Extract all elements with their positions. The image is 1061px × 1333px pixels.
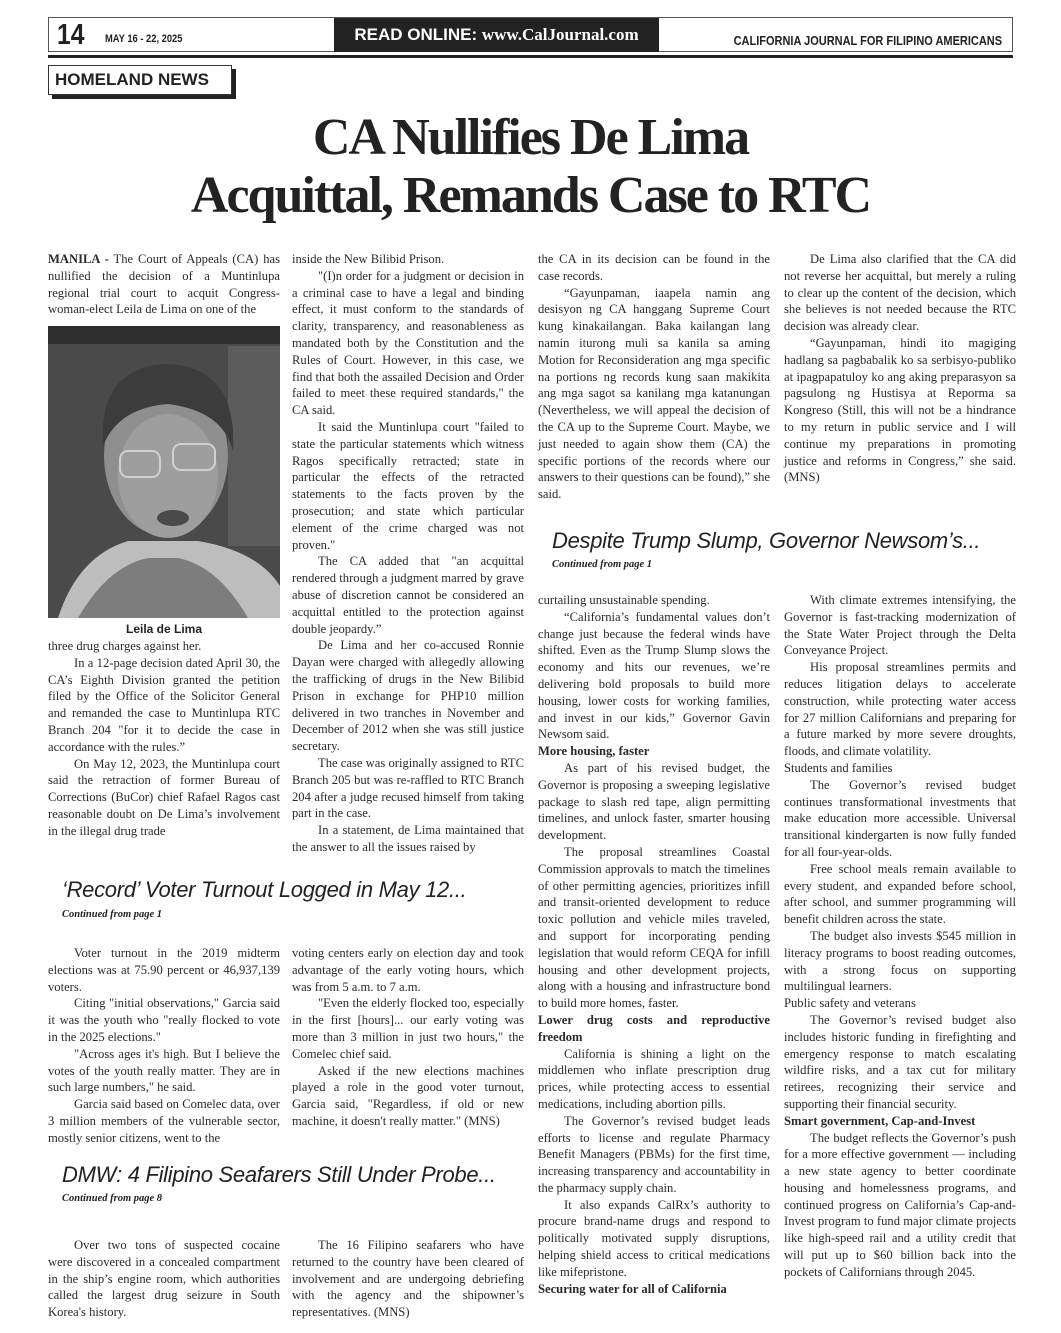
paragraph: three drug charges against her. <box>48 639 202 653</box>
paragraph: The case was originally assigned to RTC Branch 205 but was re-raffled to RTC Branch 204 after a judge recused himself from taking part in the case. <box>292 755 524 821</box>
paragraph: De Lima and her co-accused Ronnie Dayan were charged with allegedly allowing the trafficking of drugs in the New Bilibid Prison in exchange for PHP10 million delivered in two tranches in November and December of 2012 when she was still justice secretary. <box>292 638 524 754</box>
newsom-col2 <box>784 592 1016 1281</box>
paragraph: His proposal streamlines permits and reduces litigation delays to accelerate construction, while protecting water access for 27 million Californians and preparing for a future marked by more severe droughts, floods, and climate volatility. <box>784 660 1016 759</box>
paragraph: "Across ages it's high. But I believe the votes of the youth really matter. They are in such large numbers," he said. <box>48 1046 280 1095</box>
paragraph: The proposal streamlines Coastal Commission approvals to match the timelines of other permitting agencies, prioritizes infill and transit-oriented development to reduce toxic pollution and vehicle miles traveled, and support for incorporating pending legislation that would reform CEQA for infill housing and other development projects, along with a housing and infrastructure bond to build more homes, faster. <box>538 844 770 1011</box>
main-article-col3 <box>538 251 770 503</box>
paragraph: Citing "initial observations," Garcia said it was the youth who "really flocked to vote in the 2025 elections." <box>48 996 280 1044</box>
leila-de-lima-photo <box>48 326 280 618</box>
photo-caption: Leila de Lima <box>125 622 203 636</box>
dmw-col2 <box>292 1237 524 1321</box>
paragraph: Voter turnout in the 2019 midterm elections was at 75.90 percent or 46,937,139 voters. <box>48 946 280 994</box>
paragraph: Over two tons of suspected cocaine were discovered in a concealed compartment in the ship’s engine room, which authorities called the largest drug seizure in South Korea's history. <box>48 1238 280 1320</box>
paragraph: Garcia said based on Comelec data, over 3 million members of the vulnerable sector, mostly senior citizens, went to the <box>48 1097 280 1145</box>
read-online-url[interactable]: www.CalJournal.com <box>481 25 639 44</box>
paragraph: "Even the elderly flocked too, especially in the first [hours]... our early voting was more than 3 million in just two hours," the Comelec chief said. <box>292 996 524 1061</box>
newsom-continued[interactable]: Continued from page 1 <box>552 559 653 570</box>
section-label: HOMELAND NEWS <box>48 65 232 95</box>
main-article-col4 <box>784 251 1016 486</box>
paragraph: voting centers early on election day and took advantage of the early voting hours, which was from 5 a.m. to 7 a.m. <box>292 946 524 994</box>
intro-text: The Court of Appeals (CA) has nullified the decision of a Muntinlupa regional trial court to acquit Congress-woman-elect Leila de Lima on one of the <box>48 252 280 317</box>
subheading: Public safety and veterans <box>784 996 916 1011</box>
paragraph: In a 12-page decision dated April 30, the CA’s Eighth Division granted the petition filed by the Office of the Solicitor General and remanded the case to Muntinlupa RTC Branch 204 "for it to decide the case in accordance with the rules.” <box>48 655 280 754</box>
paragraph: On May 12, 2023, the Muntinlupa court said the retraction of former Bureau of Corrections (BuCor) chief Rafael Ragos cast reasonable doubt on De Lima’s involvement in the illegal drug trade <box>48 756 280 838</box>
paragraph: California is shining a light on the middlemen who inflate prescription drug prices, while protecting access to essential medications, including abortion pills. <box>538 1046 770 1111</box>
paragraph: As part of his revised budget, the Governor is proposing a sweeping legislative package to slash red tape, align permitting timelines, and unlock faster, smarter housing development. <box>538 760 770 843</box>
main-article-col1 <box>48 638 280 840</box>
paragraph: “Gayunpaman, iaapela namin ang desisyon ng CA hanggang Supreme Court kung kinakailangan. Baka kailangan lang namin iturong muli sa kanila sa aming Motion for Reconsideration ang mga specific na portions ng records kung saan makikita ang mga sagot sa kanilang mga katanungan (Nevertheless, we will appeal the decision of the CA up to the Supreme Court. Maybe, we just needed to again show them (CA) the specific portions of the records where our answers to their questions can be found),” she said. <box>538 285 770 502</box>
main-article-col1-intro <box>48 251 280 318</box>
dmw-continued[interactable]: Continued from page 8 <box>62 1193 163 1204</box>
paragraph: The CA added that "an acquittal rendered through a judgment marred by grave abuse of discretion cannot be considered an acquittal entitled to the protection against double jeopardy.” <box>292 554 524 636</box>
read-online-banner <box>334 18 659 52</box>
paragraph: The Governor’s revised budget continues transformational investments that make education more accessible. Universal transitional kindergarten is now fully funded for all four-year-olds. <box>784 777 1016 859</box>
voter-continued[interactable]: Continued from page 1 <box>62 909 163 920</box>
masthead-rule <box>48 55 1013 58</box>
main-headline-line1: CA Nullifies De Lima <box>312 109 749 166</box>
newsom-col1 <box>538 592 770 1297</box>
paragraph: "(I)n order for a judgment or decision in a criminal case to have a legal and binding effect, it must conform to the standards of clarity, transparency, and reasonableness as mandated both by the Constitution and the Rules of Court. However, in this case, we find that both the assailed Decision and Order failed to meet these required standards," the CA said. <box>292 268 524 418</box>
newsom-headline[interactable]: Despite Trump Slump, Governor Newsom’s... <box>552 528 981 553</box>
paragraph: Free school meals remain available to every student, and expanded before school, after school, and summer programming will benefit children across the state. <box>784 861 1016 927</box>
paragraph: curtailing unsustainable spending. <box>538 593 710 607</box>
paragraph: “California’s fundamental values don’t change just because the federal winds have shifted. Even as the Trump Slump slows the economy and hits our revenues, we’re delivering bold proposals to build more housing, lower costs for working families, and invest in our kids,” Governor Gavin Newsom said. <box>538 609 770 742</box>
dmw-headline[interactable]: DMW: 4 Filipino Seafarers Still Under Probe... <box>62 1162 496 1187</box>
voter-headline[interactable]: ‘Record’ Voter Turnout Logged in May 12... <box>62 877 467 902</box>
paragraph: Asked if the new elections machines played a role in the good voter turnout, Garcia said, "Regardless, if old or new machine, it doesn't really matter." (MNS) <box>292 1063 524 1128</box>
read-online-label: READ ONLINE: <box>354 25 478 44</box>
paragraph: In a statement, de Lima maintained that the answer to all the issues raised by <box>292 823 524 854</box>
main-article-col2 <box>292 251 524 856</box>
paragraph: “Gayunpaman, hindi ito magiging hadlang sa pagbabalik ko sa serbisyo-publiko at ipagpapatuloy ko ang aking preparasyon sa pagsulong ng Hustisya at Reporma sa Kongreso (Still, this will not be a hindrance to my return in public service and I will continue my preparations in promoting justice and reforms in Congress,” she said. (MNS) <box>784 335 1016 485</box>
subheading: More housing, faster <box>538 744 650 759</box>
paragraph: It said the Muntinlupa court "failed to state the particular statements which witness Ragos specifically retracted; state in particular the effects of the retracted statements to the facts proven by the prosecution; and state which particular element of the crime charged was not proven." <box>292 419 524 552</box>
voter-col1 <box>48 945 280 1147</box>
subheading: Students and families <box>784 760 893 775</box>
subheading: Lower drug costs and reproductive freedom <box>538 1012 770 1044</box>
paragraph: The 16 Filipino seafarers who have returned to the country have been cleared of involvement and are undergoing debriefing with the agency and the shipowner’s representatives. (MNS) <box>292 1238 524 1320</box>
masthead <box>48 17 1013 52</box>
paragraph: The budget reflects the Governor’s push for a more effective government — including a new state agency to better coordinate housing and homelessness programs, and continued progress on California’s Cap-and-Invest program to fund major climate projects like high-speed rail and a utility credit that will put up to $60 billion back into the pockets of Californians through 2045. <box>784 1130 1016 1279</box>
page-number: 14 <box>57 19 85 51</box>
paragraph: It also expands CalRx’s authority to procure brand-name drugs and respond to politically motivated supply disruptions, helping shield access to critical medications like mifepristone. <box>538 1197 770 1279</box>
paragraph: With climate extremes intensifying, the Governor is fast-tracking modernization of the State Water Project through the Delta Conveyance Project. <box>784 593 1016 658</box>
paragraph: the CA in its decision can be found in the case records. <box>538 252 770 283</box>
paragraph: De Lima also clarified that the CA did not reverse her acquittal, but merely a ruling to clear up the content of the decision, which she believes is not needed because the RTC decision was already clear. <box>784 252 1016 334</box>
issue-date: MAY 16 - 22, 2025 <box>105 33 183 45</box>
paragraph: The Governor’s revised budget also includes historic funding in firefighting and emergency response to match escalating wildfire risks, and a tax cut for military retirees, recognizing their service and supporting their financial security. <box>784 1012 1016 1111</box>
main-headline-line2: Acquittal, Remands Case to RTC <box>190 167 871 224</box>
subheading: Smart government, Cap-and-Invest <box>784 1113 976 1128</box>
subheading: Securing water for all of California <box>538 1281 727 1296</box>
paragraph: inside the New Bilibid Prison. <box>292 252 445 266</box>
voter-col2 <box>292 945 524 1130</box>
paragraph: The budget also invests $545 million in literacy programs to boost reading outcomes, with a strong focus on supporting multilingual learners. <box>784 928 1016 994</box>
paragraph: The Governor’s revised budget leads efforts to license and regulate Pharmacy Benefit Managers (PBMs) for the first time, increasing transparency and accountability in the pharmacy supply chain. <box>538 1113 770 1195</box>
dateline: MANILA - <box>48 252 109 266</box>
dmw-col1 <box>48 1237 280 1321</box>
publication-name: CALIFORNIA JOURNAL FOR FILIPINO AMERICANS <box>733 34 1002 48</box>
